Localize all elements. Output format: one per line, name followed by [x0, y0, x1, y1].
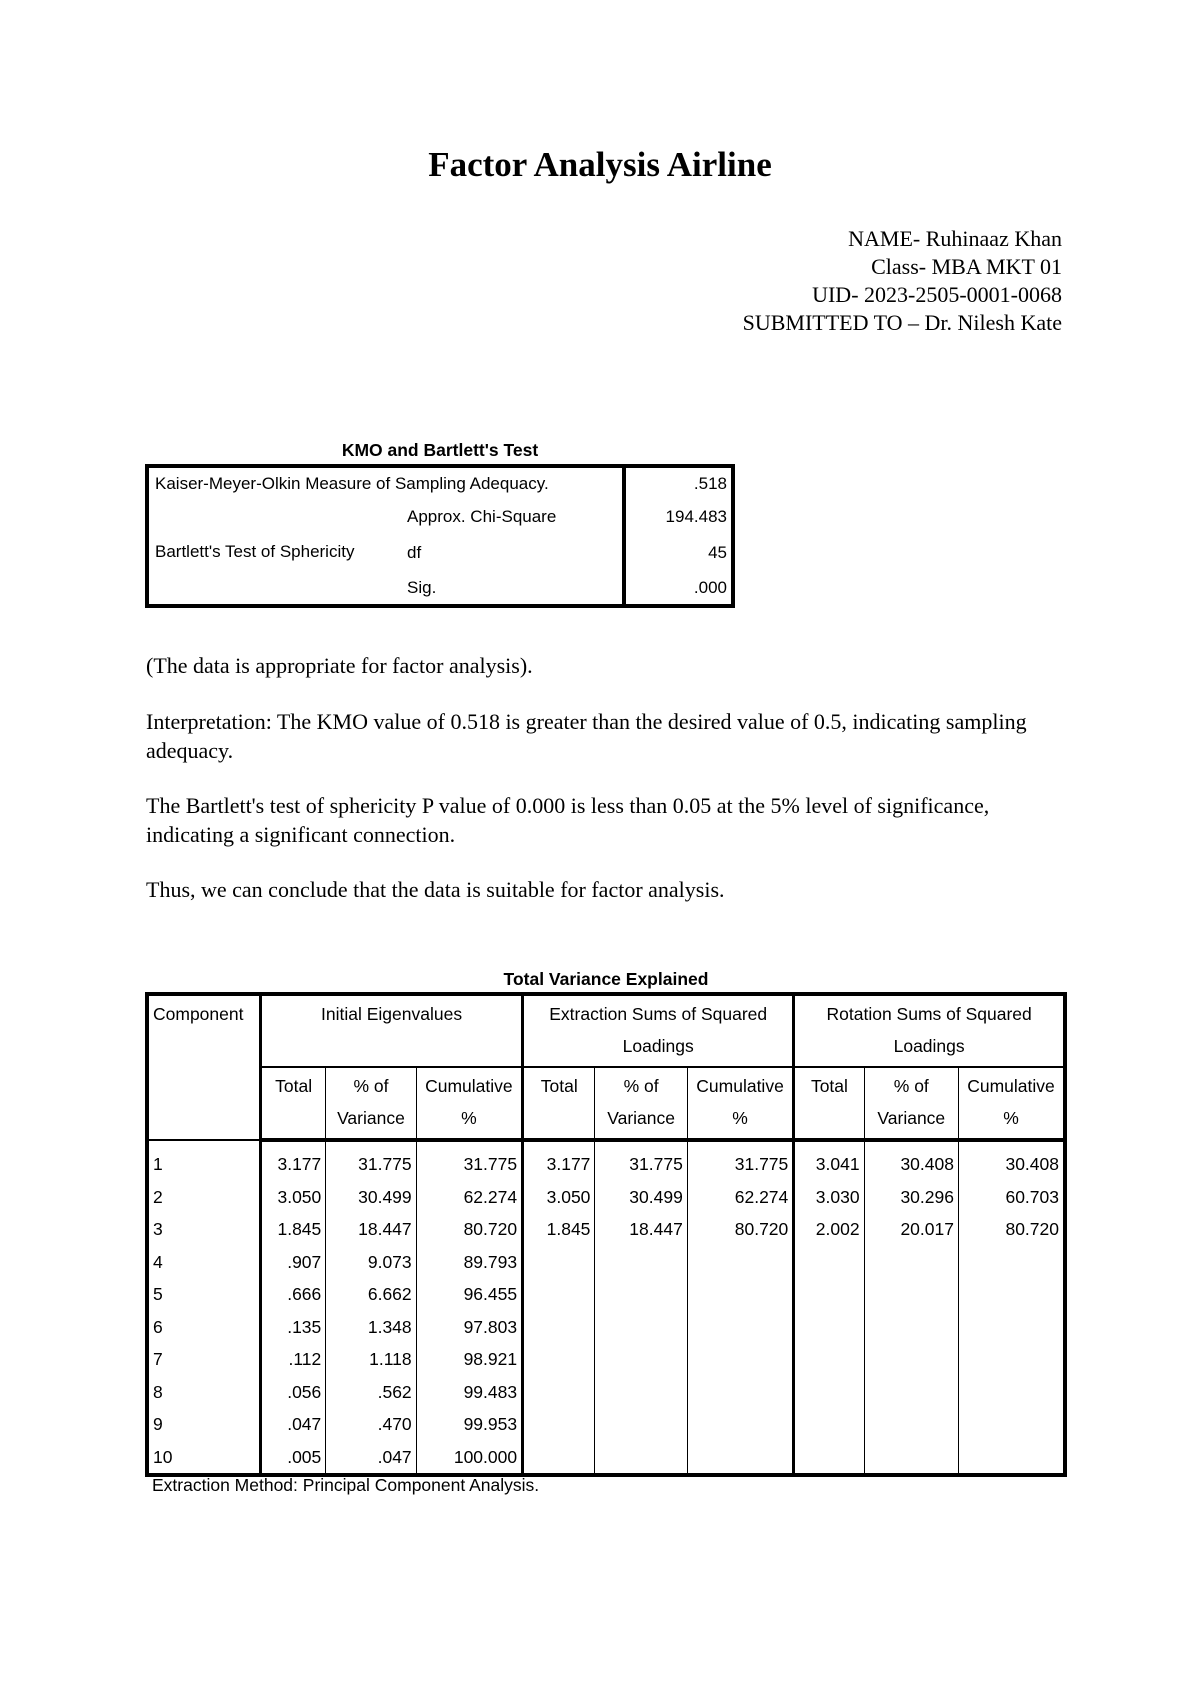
table-cell: [523, 1408, 595, 1441]
table-row: [147, 1343, 1065, 1376]
table-cell: [523, 1278, 595, 1311]
sig-value: .000: [624, 572, 733, 606]
table-row: [147, 1181, 1065, 1214]
table-row: [147, 1441, 1065, 1476]
table-cell: 60.703: [958, 1181, 1065, 1214]
table-row: [147, 1213, 1065, 1246]
table-row: [147, 1376, 1065, 1409]
subheader-cumulative: Cumulative %: [416, 1067, 522, 1140]
table-cell: 98.921: [416, 1343, 522, 1376]
paragraph-appropriate: (The data is appropriate for factor analysis).: [146, 653, 533, 678]
table-cell: [794, 1311, 864, 1344]
table-cell: [687, 1246, 793, 1279]
table-cell: [595, 1408, 687, 1441]
author-class: Class- MBA MKT 01: [871, 254, 1062, 279]
component-index-cell: 7: [147, 1343, 260, 1376]
table-cell: 30.408: [958, 1140, 1065, 1181]
table-cell: [595, 1441, 687, 1476]
table-cell: 6.662: [326, 1278, 416, 1311]
table-cell: [958, 1408, 1065, 1441]
kmo-table-caption: KMO and Bartlett's Test: [341, 440, 539, 460]
rotation-sums-header: Rotation Sums of Squared Loadings: [794, 994, 1065, 1067]
table-cell: [958, 1376, 1065, 1409]
table-cell: [687, 1376, 793, 1409]
table-cell: [687, 1278, 793, 1311]
table-cell: [595, 1311, 687, 1344]
table-cell: [687, 1441, 793, 1476]
table-cell: 9.073: [326, 1246, 416, 1279]
table-cell: 62.274: [416, 1181, 522, 1214]
table-cell: [864, 1343, 958, 1376]
table-cell: 1.348: [326, 1311, 416, 1344]
table-row: [147, 1311, 1065, 1344]
kmo-row: [147, 466, 733, 500]
table-cell: 30.408: [864, 1140, 958, 1181]
table-cell: 80.720: [687, 1213, 793, 1246]
table-cell: 31.775: [687, 1140, 793, 1181]
component-index-cell: 5: [147, 1278, 260, 1311]
component-index-cell: 1: [147, 1140, 260, 1181]
table-row: [147, 1408, 1065, 1441]
paragraph-conclusion: Thus, we can conclude that the data is suitable for factor analysis.: [146, 877, 725, 902]
table-cell: 3.041: [794, 1140, 864, 1181]
table-cell: 3.030: [794, 1181, 864, 1214]
kmo-value: .518: [624, 466, 733, 500]
chi-square-row: [147, 500, 733, 534]
table-cell: [687, 1408, 793, 1441]
table-cell: 20.017: [864, 1213, 958, 1246]
table-cell: [958, 1278, 1065, 1311]
table-cell: .470: [326, 1408, 416, 1441]
table-cell: [595, 1376, 687, 1409]
table-cell: [864, 1441, 958, 1476]
author-submitted-to: SUBMITTED TO – Dr. Nilesh Kate: [742, 310, 1062, 335]
table-cell: [794, 1343, 864, 1376]
table-cell: [864, 1311, 958, 1344]
table-cell: [523, 1376, 595, 1409]
table-cell: 30.296: [864, 1181, 958, 1214]
kmo-label: Kaiser-Meyer-Olkin Measure of Sampling Adequacy.: [155, 474, 549, 493]
extraction-method-footnote: Extraction Method: Principal Component Analysis.: [152, 1475, 540, 1495]
table-cell: 3.050: [277, 1186, 322, 1207]
subheader-total: Total: [260, 1067, 325, 1140]
table-cell: 1.118: [326, 1343, 416, 1376]
component-header: Component: [147, 994, 260, 1140]
variance-table-caption: Total Variance Explained: [503, 969, 709, 989]
chi-square-label: Approx. Chi-Square: [407, 507, 557, 526]
table-cell: 31.775: [416, 1140, 522, 1181]
component-index-cell: 8: [147, 1376, 260, 1409]
total-variance-table: [145, 992, 1067, 1477]
table-row: [147, 1278, 1065, 1311]
table-cell: 31.775: [595, 1140, 687, 1181]
sig-label: Sig.: [407, 578, 437, 597]
table-cell: [523, 1441, 595, 1476]
table-cell: [794, 1376, 864, 1409]
table-cell: .112: [288, 1349, 322, 1369]
paragraph-interpretation: Interpretation: The KMO value of 0.518 is greater than the desired value of 0.5, indicating sampling adequacy.: [146, 709, 1027, 763]
table-cell: .666: [287, 1284, 322, 1304]
table-cell: 18.447: [326, 1213, 416, 1246]
component-index-cell: 2: [147, 1181, 260, 1214]
subheader-cumulative: Cumulative %: [687, 1067, 793, 1140]
component-index-cell: 4: [147, 1246, 260, 1279]
table-cell: 30.499: [326, 1181, 416, 1214]
table-cell: 80.720: [416, 1213, 522, 1246]
bartlett-label: Bartlett's Test of Sphericity: [155, 542, 355, 561]
table-cell: [864, 1408, 958, 1441]
table-cell: [958, 1311, 1065, 1344]
table-cell: [595, 1278, 687, 1311]
table-cell: [687, 1343, 793, 1376]
table-cell: 99.953: [416, 1408, 522, 1441]
table-cell: [595, 1343, 687, 1376]
table-cell: 89.793: [416, 1246, 522, 1279]
variance-table-body: [147, 1140, 1065, 1475]
variance-subheader-row: [147, 1067, 1065, 1140]
table-cell: [523, 1343, 595, 1376]
subheader-percent-variance: % of Variance: [595, 1067, 687, 1140]
table-cell: .907: [287, 1251, 322, 1272]
author-block: [743, 225, 1062, 337]
page-title: Factor Analysis Airline: [428, 145, 772, 184]
table-cell: [794, 1441, 864, 1476]
table-cell: [794, 1278, 864, 1311]
table-cell: [523, 1246, 595, 1279]
table-cell: [958, 1246, 1065, 1279]
table-cell: [958, 1343, 1065, 1376]
table-cell: 2.002: [794, 1213, 864, 1246]
table-cell: 99.483: [416, 1376, 522, 1409]
component-index-cell: 6: [147, 1311, 260, 1344]
table-cell: 100.000: [416, 1441, 522, 1476]
subheader-percent-variance: % of Variance: [864, 1067, 958, 1140]
variance-header-row: [147, 994, 1065, 1067]
author-name: NAME- Ruhinaaz Khan: [848, 226, 1062, 251]
table-cell: 1.845: [277, 1219, 322, 1239]
table-cell: [958, 1441, 1065, 1476]
table-cell: [864, 1278, 958, 1311]
author-uid: UID- 2023-2505-0001-0068: [812, 282, 1062, 307]
table-cell: .005: [287, 1446, 322, 1467]
table-cell: [687, 1311, 793, 1344]
table-cell: 96.455: [416, 1278, 522, 1311]
subheader-total: Total: [794, 1067, 864, 1140]
component-index-cell: 10: [147, 1441, 260, 1476]
extraction-sums-header: Extraction Sums of Squared Loadings: [523, 994, 794, 1067]
paragraph-bartlett: The Bartlett's test of sphericity P value of 0.000 is less than 0.05 at the 5% level of significance, indicating a significant connection.: [146, 793, 990, 847]
table-cell: .047: [287, 1414, 322, 1434]
table-cell: [794, 1408, 864, 1441]
table-cell: [595, 1246, 687, 1279]
table-cell: .047: [326, 1441, 416, 1476]
df-label: df: [407, 543, 422, 562]
initial-eigenvalues-header: Initial Eigenvalues: [260, 994, 522, 1067]
table-cell: [864, 1376, 958, 1409]
table-cell: [794, 1246, 864, 1279]
table-cell: 1.845: [523, 1213, 595, 1246]
table-cell: .135: [287, 1316, 322, 1337]
component-index-cell: 3: [147, 1213, 260, 1246]
subheader-total: Total: [523, 1067, 595, 1140]
table-cell: [864, 1246, 958, 1279]
subheader-cumulative: Cumulative %: [958, 1067, 1065, 1140]
chi-square-value: 194.483: [624, 500, 733, 534]
table-cell: 97.803: [416, 1311, 522, 1344]
component-index-cell: 9: [147, 1408, 260, 1441]
table-cell: 31.775: [326, 1140, 416, 1181]
table-cell: 18.447: [595, 1213, 687, 1246]
subheader-percent-variance: % of Variance: [326, 1067, 416, 1140]
table-cell: [523, 1311, 595, 1344]
table-cell: 3.177: [523, 1140, 595, 1181]
table-row: [147, 1140, 1065, 1181]
table-cell: 3.177: [277, 1154, 322, 1174]
df-value: 45: [624, 534, 733, 572]
table-row: [147, 1246, 1065, 1279]
table-cell: 3.050: [523, 1181, 595, 1214]
kmo-bartlett-table: [145, 464, 735, 608]
table-cell: .562: [326, 1376, 416, 1409]
table-cell: 80.720: [958, 1213, 1065, 1246]
table-cell: 62.274: [687, 1181, 793, 1214]
table-cell: 30.499: [595, 1181, 687, 1214]
table-cell: .056: [287, 1381, 322, 1402]
